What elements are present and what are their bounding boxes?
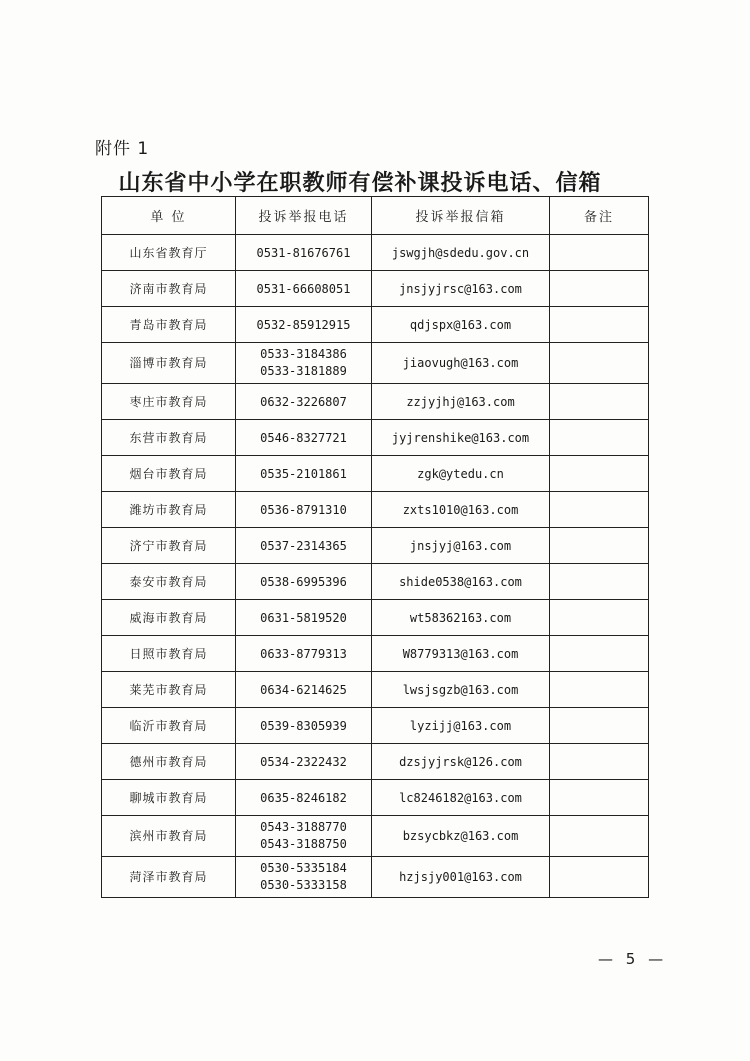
cell-phone — [236, 780, 372, 816]
cell-phone — [236, 816, 372, 857]
cell-email: jnsjyjrsc@163.com — [372, 271, 550, 307]
cell-remark — [550, 307, 649, 343]
cell-unit: 济宁市教育局 — [102, 528, 236, 564]
phone-number: 0535-2101861 — [260, 466, 347, 481]
cell-phone — [236, 857, 372, 898]
cell-remark — [550, 744, 649, 780]
page-number: — 5 — — [598, 950, 668, 968]
table-row — [102, 456, 649, 492]
cell-phone — [236, 384, 372, 420]
table-row — [102, 343, 649, 384]
header-email: 投诉举报信箱 — [372, 197, 550, 235]
table-row — [102, 857, 649, 898]
cell-email: wt58362163.com — [372, 600, 550, 636]
cell-phone — [236, 307, 372, 343]
phone-number: 0534-2322432 — [260, 754, 347, 769]
table-row — [102, 744, 649, 780]
attachment-label: 附件 1 — [95, 139, 150, 159]
cell-unit: 滨州市教育局 — [102, 816, 236, 857]
cell-phone — [236, 708, 372, 744]
cell-email: jswgjh@sdedu.gov.cn — [372, 235, 550, 271]
table-row — [102, 492, 649, 528]
table-row — [102, 600, 649, 636]
cell-unit: 日照市教育局 — [102, 636, 236, 672]
cell-unit: 临沂市教育局 — [102, 708, 236, 744]
cell-unit: 威海市教育局 — [102, 600, 236, 636]
cell-unit: 菏泽市教育局 — [102, 857, 236, 898]
cell-remark — [550, 708, 649, 744]
document-title: 山东省中小学在职教师有偿补课投诉电话、信箱 — [118, 171, 602, 196]
phone-number: 0530-5333158 — [260, 878, 347, 892]
cell-unit: 潍坊市教育局 — [102, 492, 236, 528]
cell-remark — [550, 600, 649, 636]
phone-number: 0633-8779313 — [260, 646, 347, 661]
cell-phone — [236, 564, 372, 600]
table-row — [102, 384, 649, 420]
complaint-contact-table — [101, 196, 649, 898]
cell-email: lyzijj@163.com — [372, 708, 550, 744]
cell-unit: 泰安市教育局 — [102, 564, 236, 600]
table-row — [102, 816, 649, 857]
cell-email: jnsjyj@163.com — [372, 528, 550, 564]
phone-number: 0632-3226807 — [260, 394, 347, 409]
table-body — [102, 235, 649, 898]
phone-number: 0631-5819520 — [260, 610, 347, 625]
table-header-row — [102, 197, 649, 235]
cell-email: jyjrenshike@163.com — [372, 420, 550, 456]
cell-email: lc8246182@163.com — [372, 780, 550, 816]
cell-remark — [550, 672, 649, 708]
cell-remark — [550, 857, 649, 898]
cell-phone — [236, 420, 372, 456]
cell-phone — [236, 528, 372, 564]
cell-unit: 烟台市教育局 — [102, 456, 236, 492]
cell-remark — [550, 343, 649, 384]
table-row — [102, 235, 649, 271]
header-remark: 备注 — [550, 197, 649, 235]
cell-phone — [236, 456, 372, 492]
cell-remark — [550, 816, 649, 857]
cell-email: lwsjsgzb@163.com — [372, 672, 550, 708]
header-phone: 投诉举报电话 — [236, 197, 372, 235]
cell-unit: 青岛市教育局 — [102, 307, 236, 343]
table-row — [102, 271, 649, 307]
cell-email: W8779313@163.com — [372, 636, 550, 672]
phone-number: 0539-8305939 — [260, 718, 347, 733]
phone-number: 0635-8246182 — [260, 790, 347, 805]
cell-phone — [236, 636, 372, 672]
cell-unit: 德州市教育局 — [102, 744, 236, 780]
cell-unit: 莱芜市教育局 — [102, 672, 236, 708]
phone-number: 0537-2314365 — [260, 538, 347, 553]
cell-email: shide0538@163.com — [372, 564, 550, 600]
phone-number: 0536-8791310 — [260, 502, 347, 517]
table-row — [102, 780, 649, 816]
cell-remark — [550, 384, 649, 420]
cell-phone — [236, 492, 372, 528]
table-row — [102, 708, 649, 744]
cell-email: zzjyjhj@163.com — [372, 384, 550, 420]
phone-number: 0543-3188750 — [260, 837, 347, 851]
phone-number: 0531-81676761 — [256, 245, 351, 260]
cell-phone — [236, 235, 372, 271]
cell-phone — [236, 672, 372, 708]
cell-phone — [236, 600, 372, 636]
table-row — [102, 307, 649, 343]
cell-unit: 东营市教育局 — [102, 420, 236, 456]
cell-unit: 济南市教育局 — [102, 271, 236, 307]
cell-phone — [236, 343, 372, 384]
phone-number: 0533-3181889 — [260, 364, 347, 378]
cell-email: qdjspx@163.com — [372, 307, 550, 343]
phone-number: 0530-5335184 — [260, 861, 347, 875]
phone-number: 0634-6214625 — [260, 682, 347, 697]
phone-number: 0538-6995396 — [260, 574, 347, 589]
cell-email: zxts1010@163.com — [372, 492, 550, 528]
table-row — [102, 672, 649, 708]
cell-remark — [550, 492, 649, 528]
table-row — [102, 528, 649, 564]
header-unit: 单 位 — [102, 197, 236, 235]
cell-remark — [550, 780, 649, 816]
cell-phone — [236, 744, 372, 780]
table-row — [102, 420, 649, 456]
cell-email: zgk@ytedu.cn — [372, 456, 550, 492]
cell-email: dzsjyjrsk@126.com — [372, 744, 550, 780]
cell-remark — [550, 528, 649, 564]
cell-remark — [550, 271, 649, 307]
table-row — [102, 564, 649, 600]
cell-email: bzsycbkz@163.com — [372, 816, 550, 857]
phone-number: 0532-85912915 — [256, 317, 351, 332]
cell-unit: 枣庄市教育局 — [102, 384, 236, 420]
phone-number: 0546-8327721 — [260, 430, 347, 445]
table-row — [102, 636, 649, 672]
cell-phone — [236, 271, 372, 307]
cell-unit: 山东省教育厅 — [102, 235, 236, 271]
cell-remark — [550, 636, 649, 672]
cell-remark — [550, 564, 649, 600]
phone-number: 0531-66608051 — [256, 281, 351, 296]
phone-number: 0543-3188770 — [260, 820, 347, 834]
cell-email: jiaovugh@163.com — [372, 343, 550, 384]
phone-number: 0533-3184386 — [260, 347, 347, 361]
cell-unit: 聊城市教育局 — [102, 780, 236, 816]
cell-unit: 淄博市教育局 — [102, 343, 236, 384]
cell-remark — [550, 456, 649, 492]
cell-remark — [550, 420, 649, 456]
cell-remark — [550, 235, 649, 271]
cell-email: hzjsjy001@163.com — [372, 857, 550, 898]
